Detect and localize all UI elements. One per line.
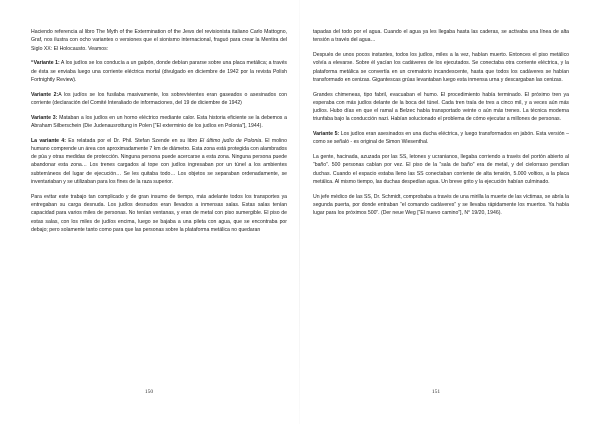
body-paragraph <box>31 91 287 108</box>
paragraph-text: A los judíos se los conducía a un galpón, donde debían pararse sobre una placa metálica; a través de ésta se enviaba luego una corriente eléctrica mortal (divulgado en diciembre de 1942 por la revista Polish Fortnightly Review). <box>31 60 287 83</box>
body-paragraph <box>313 130 569 147</box>
body-paragraph <box>313 193 569 218</box>
body-paragraph <box>313 51 569 84</box>
body-paragraph <box>313 91 569 124</box>
body-paragraph <box>313 153 569 186</box>
body-paragraph <box>313 28 569 45</box>
page-number-left: 150 <box>144 389 154 395</box>
paragraph-text: Mataban a los judíos en un horno eléctrico mediante calor. Esta historia eficiente se la debemos a Abraham Silberschein (Die Judenausrottung in Polen [“El exterminio de los judíos en Polonia”], 1944). <box>31 114 287 129</box>
paragraph-heading: “Variante 1: <box>31 60 60 67</box>
body-paragraph <box>31 114 287 131</box>
paragraph-heading: Variante 3: <box>31 114 58 121</box>
body-paragraph <box>31 28 287 53</box>
body-paragraph <box>31 137 287 187</box>
paragraph-heading: Variante 5: <box>313 131 340 138</box>
paragraph-text: . El molino humano comprende un área con aproximadamente 7 km de diámetro. Esta zona está protegida con alambrados de púa y otras medidas de protección. Ninguna persona puede acercarse a esta zona. Ninguna persona puede abandonar esta zona… Los trenes cargados al tope con judíos ingresaban por un túnel a los ambientes subterráneos del lugar de ejecución… Se les quitaba todo… Los objetos se separaban ordenadamente, se inventariaban y se utilizaban para los fines de la raza superior. <box>31 137 287 186</box>
paragraph-text: tapadas del todo por el agua. Cuando el agua ya les llegaba hasta las caderas, se activaba una línea de alta tensión a través del agua… <box>313 29 569 44</box>
page-number-right: 151 <box>431 389 441 395</box>
paragraph-text: La gente, hacinada, azuzada por las SS, letones y ucranianos, llegaba corriendo a través del portón abierto al “baño”. 500 personas cabían por vez. El piso de la “sala de baño” era de metal, y del cielorraso pendían duchas. Cuando el espacio estaba lleno las SS conectaban corriente de alta tensión, 5.000 voltios, a la placa metálica. Al mismo tiempo, las duchas despedían agua. Un breve grito y la ejecución habían culminado. <box>313 154 569 186</box>
paragraph-text: Después de unos pocos instantes, todos los judíos, miles a la vez, habían muerto. Entonces el piso metálico volvía a elevarse. Sobre él yacían los cadáveres de los ejecutados. Se conectaba otra corriente eléctrica, y la plataforma metálica se convertía en un crematorio incandescente, hasta que todos los cadáveres se habían transformado en cenizas. Gigantescas grúas levantaban luego esta inmensa urna y descargaban las cenizas. <box>313 51 569 83</box>
paragraph-text: Es relatada por el Dr. Phil. Stefan Szende en su libro <box>65 137 200 144</box>
paragraph-text: Grandes chimeneas, tipo fabril, evacuaban el humo. El procedimiento había terminado. El próximo tren ya esperaba con más judíos delante de la boca del túnel. Cada tren traía de tres a cinco mil, y a veces aún más judíos. Hubo días en que el ramal a Belzec había transportado veinte o aún más trenes. La técnica moderna triunfaba bajo la conducción nazi. Habían solucionado el problema de cómo ejecutar a millones de personas. <box>313 91 569 123</box>
paragraph-text: A los judíos se los fusilaba masivamente, los sobrevivientes eran gaseados o asesinados con corriente (declaración del Comité Interaliado de informaciones, del 19 de diciembre de 1942) <box>31 91 287 106</box>
book-gutter <box>299 0 300 424</box>
paragraph-text: Haciendo referencia al libro The Myth of the Extermination of the Jews del revisionista italiano Carlo Mattogno, Graf, nos ilustra con ocho variantes o versiones que el sionismo internacional, fraguó para crear la Mentira del Siglo XX: El Holocausto. Veamos: <box>31 29 287 52</box>
paragraph-heading: Variante 2: <box>31 91 59 98</box>
paragraph-text: Un jefe médico de las SS, Dr. Schmidt, comprobaba a través de una mirilla la muerte de las víctimas, se abría la segunda puerta, por donde entraban “el comando cadáveres” y se llevaba rápidamente los muertos. Ya había lugar para los próximos 500”. (Der neue Weg [“El nuevo camino”], N° 19/20, 1946). <box>313 193 569 217</box>
body-paragraph <box>31 59 287 84</box>
paragraph-text: Los judíos eran asesinados en una ducha eléctrica, y luego transformados en jabón. Esta versión – como se señaló - es original de Simon Wiesenthal. <box>313 131 569 146</box>
paragraph-heading: La variante 4: <box>31 137 66 144</box>
body-paragraph <box>31 193 287 234</box>
book-title: El último judío de Polonia <box>199 137 262 144</box>
paragraph-text: Para evitar este trabajo tan complicado y de gran insumo de tiempo, más adelante todos los transportes ya entregaban su carga desnuda. Los judíos desnudos eran llevados a inmensas salas. Estas salas tenían capacidad para varios miles de personas. No tenían ventanas, y eran de metal con piso sumergible. El piso de estas salas, con los miles de judíos encima, luego se bajaba a una pileta con agua, que se encontraba por debajo; pero solamente tanto como para que las personas sobre la plataforma metálica no quedaran <box>31 193 287 233</box>
right-page <box>313 28 569 388</box>
left-page <box>31 28 287 388</box>
